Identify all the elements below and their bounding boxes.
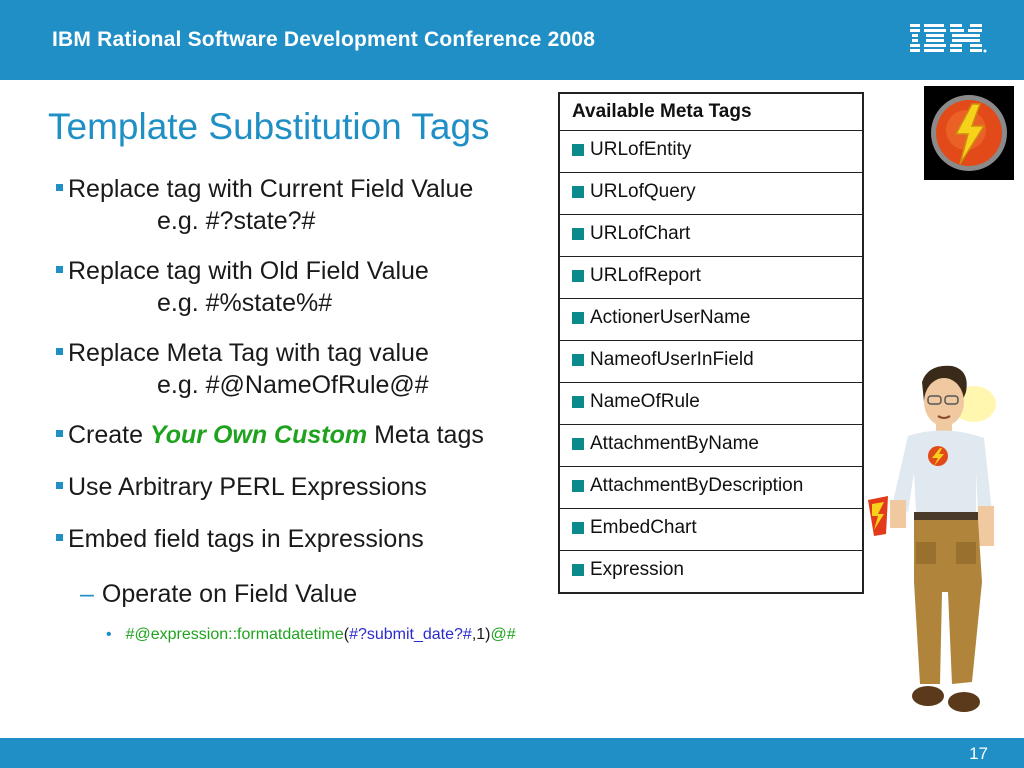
square-icon — [572, 438, 584, 450]
code-part: #@expression::formatdatetime — [125, 626, 344, 643]
square-icon — [572, 396, 584, 408]
meta-tag-label: EmbedChart — [590, 517, 697, 538]
bullet-perl — [56, 472, 556, 502]
meta-tag-row — [560, 425, 862, 467]
dot-bullet-icon: • — [106, 626, 112, 643]
dash-icon: – — [80, 580, 94, 608]
meta-tag-row — [560, 509, 862, 551]
meta-tag-row — [560, 299, 862, 341]
bullet-text: Replace tag with Current Field Value — [68, 175, 474, 203]
custom-emphasis: Your Own Custom — [149, 421, 368, 449]
square-icon — [572, 228, 584, 240]
meta-tags-table — [558, 92, 864, 594]
meta-tag-label: AttachmentByName — [590, 433, 759, 454]
code-part: #?submit_date?# — [349, 626, 472, 643]
bullet-example: e.g. #@NameOfRule@# — [157, 371, 429, 399]
square-icon — [572, 564, 584, 576]
meta-tag-row — [560, 341, 862, 383]
bullet-text: Use Arbitrary PERL Expressions — [68, 473, 427, 501]
meta-tag-label: URLofQuery — [590, 181, 696, 202]
sub-bullet — [80, 580, 357, 609]
ibm-logo-icon — [908, 20, 988, 54]
bullet-square-icon — [56, 348, 63, 355]
bullet-square-icon — [56, 184, 63, 191]
meta-tag-label: URLofReport — [590, 265, 701, 286]
meta-tag-label: Expression — [590, 559, 684, 580]
meta-tag-label: URLofEntity — [590, 139, 692, 160]
meta-tag-row — [560, 467, 862, 509]
sub-bullet-text: Operate on Field Value — [101, 580, 358, 608]
bullet-text: Create — [68, 421, 150, 449]
square-icon — [572, 144, 584, 156]
bullet-text: Embed field tags in Expressions — [68, 525, 424, 553]
bullet-square-icon — [56, 482, 63, 489]
square-icon — [572, 354, 584, 366]
square-icon — [572, 312, 584, 324]
lightning-logo-icon — [924, 86, 1014, 180]
meta-tag-row — [560, 173, 862, 215]
code-example — [106, 626, 516, 644]
meta-tag-label: NameOfRule — [590, 391, 700, 412]
bullet-text: Replace tag with Old Field Value — [68, 257, 429, 285]
code-part: @# — [490, 626, 516, 643]
square-icon — [572, 522, 584, 534]
bullet-example: e.g. #%state%# — [157, 289, 333, 317]
meta-tag-label: ActionerUserName — [590, 307, 751, 328]
square-icon — [572, 480, 584, 492]
meta-tag-row — [560, 215, 862, 257]
meta-tag-row — [560, 383, 862, 425]
code-part: ( — [343, 626, 350, 643]
meta-tag-label: AttachmentByDescription — [590, 475, 804, 496]
bullet-example: e.g. #?state?# — [157, 207, 316, 235]
meta-tag-row — [560, 257, 862, 299]
meta-tag-row — [560, 551, 862, 592]
meta-tags-header: Available Meta Tags — [560, 94, 862, 131]
header-bar — [0, 0, 1024, 80]
bullet-old-value — [56, 256, 556, 286]
bullet-embed — [56, 524, 556, 554]
page-number: 17 — [969, 744, 988, 763]
mascot-figure — [862, 362, 1024, 738]
bullet-square-icon — [56, 534, 63, 541]
meta-tag-row — [560, 131, 862, 173]
meta-tag-label: URLofChart — [590, 223, 691, 244]
meta-tag-label: NameofUserInField — [590, 349, 754, 370]
bullet-list — [56, 174, 556, 554]
footer-bar — [0, 738, 1024, 768]
bullet-square-icon — [56, 266, 63, 273]
bullet-current-value — [56, 174, 556, 204]
bullet-square-icon — [56, 430, 63, 437]
bullet-custom-meta — [56, 420, 556, 450]
conference-title: IBM Rational Software Development Conference 2008 — [52, 28, 596, 51]
slide-title: Template Substitution Tags — [48, 106, 490, 147]
bullet-meta-tag — [56, 338, 556, 368]
bullet-text: Meta tags — [367, 421, 484, 449]
code-part: ,1) — [471, 626, 491, 643]
square-icon — [572, 270, 584, 282]
square-icon — [572, 186, 584, 198]
bullet-text: Replace Meta Tag with tag value — [68, 339, 429, 367]
